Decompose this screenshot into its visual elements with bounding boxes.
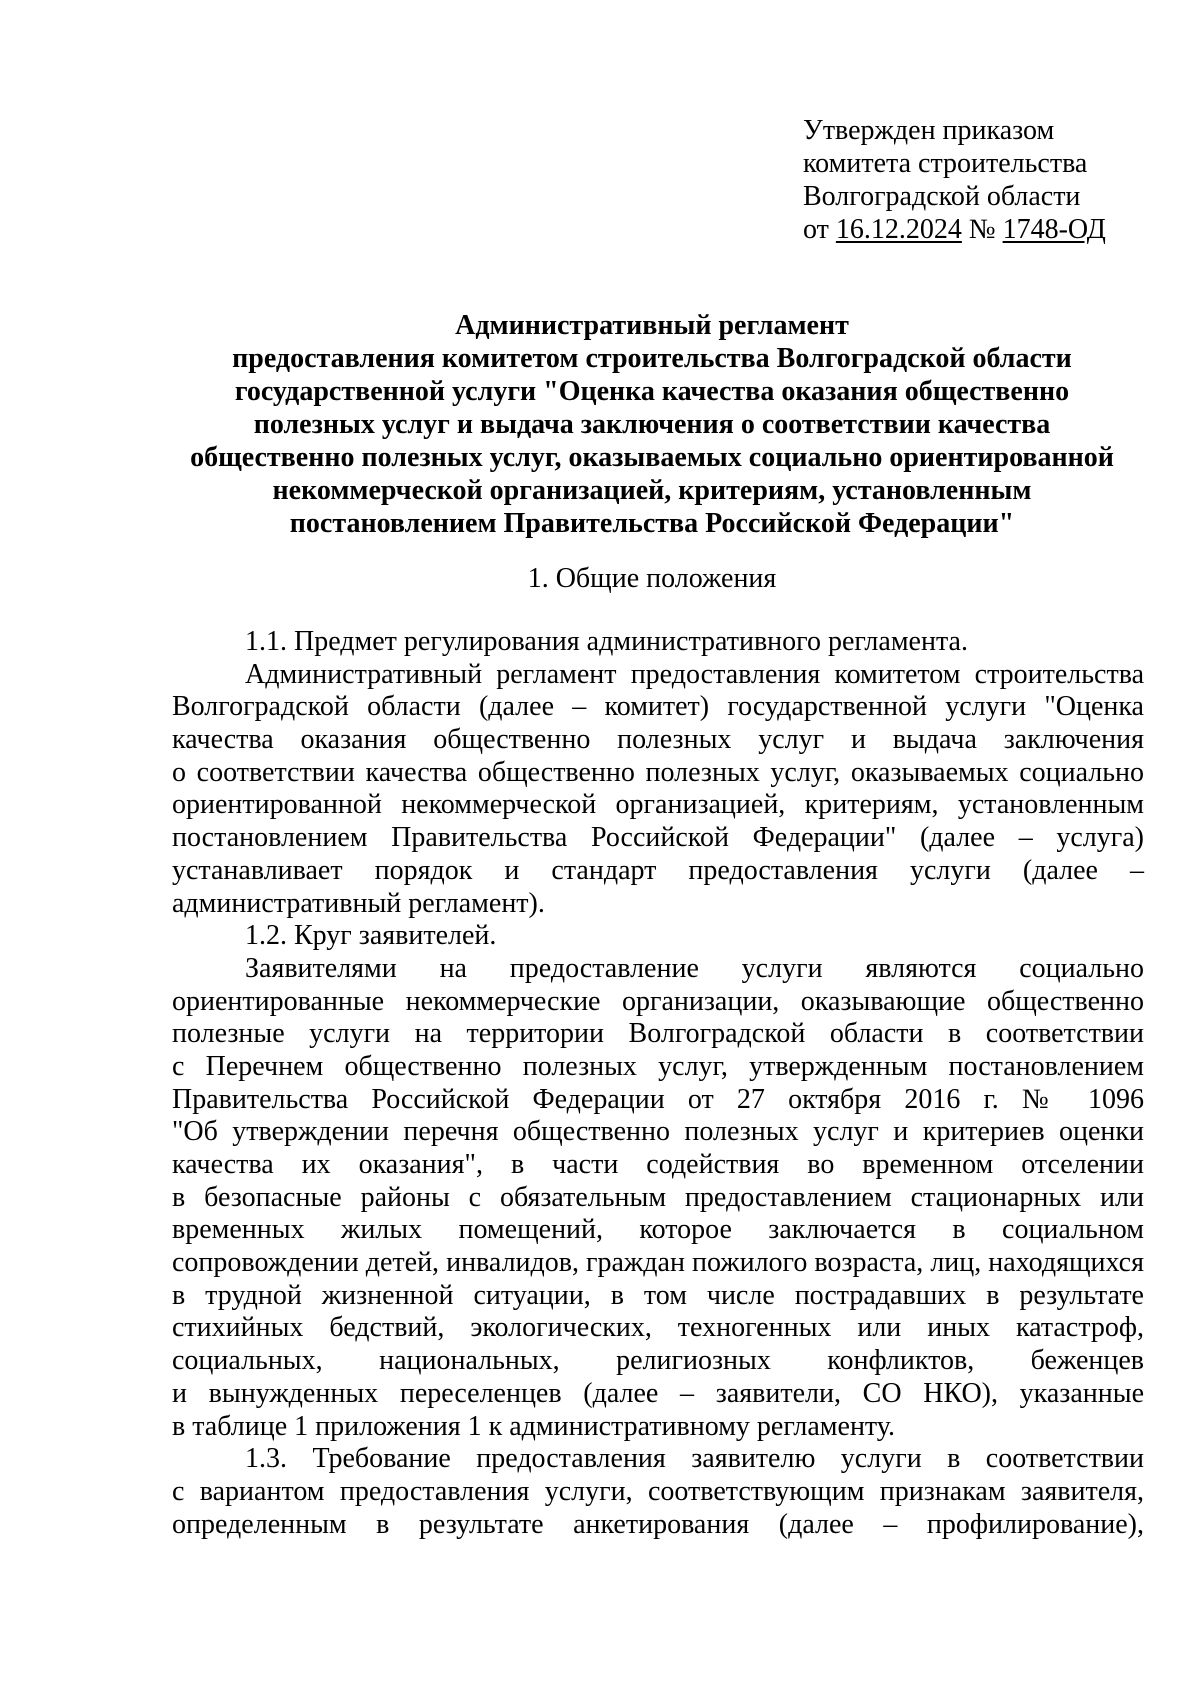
title-line: полезных услуг и выдача заключения о соответствии качества bbox=[253, 409, 1051, 440]
body-line: Волгоградской области (далее – комитет) государственной услуги "Оценка bbox=[172, 691, 1144, 723]
body-line: постановлением Правительства Российской Федерации" (далее – услуга) bbox=[172, 822, 1144, 854]
body-line: в таблице 1 приложения 1 к административному регламенту. bbox=[172, 1410, 895, 1442]
body-line: 1.3. Требование предоставления заявителю услуги в соответствии bbox=[245, 1443, 1144, 1475]
body-line: в трудной жизненной ситуации, в том числе пострадавших в результате bbox=[172, 1279, 1144, 1311]
body-line: 1.1. Предмет регулирования административного регламента. bbox=[245, 626, 968, 657]
body-line: о соответствии качества общественно полезных услуг, оказываемых социально bbox=[172, 756, 1144, 788]
body-line: административный регламент). bbox=[172, 887, 545, 919]
body-line: качества оказания общественно полезных услуг и выдача заключения bbox=[172, 724, 1144, 756]
body-line: временных жилых помещений, которое заключается в социальном bbox=[172, 1214, 1144, 1246]
document-title bbox=[170, 309, 1134, 540]
body-line: качества их оказания", в части содействия во временном отселении bbox=[172, 1149, 1144, 1180]
body-line: Административный регламент предоставления комитетом строительства bbox=[245, 658, 1144, 690]
approval-line-4 bbox=[803, 213, 1106, 246]
body-line: в безопасные районы с обязательным предоставлением стационарных или bbox=[172, 1181, 1144, 1213]
title-line: предоставления комитетом строительства Волгоградской области bbox=[232, 343, 1072, 374]
approval-date-prefix: от bbox=[803, 214, 836, 245]
approval-number-sign: № bbox=[961, 214, 1003, 245]
body-line: Заявителями на предоставление услуги являются социально bbox=[245, 952, 1144, 984]
body-line: 1.2. Круг заявителей. bbox=[245, 920, 497, 952]
body-line: полезные услуги на территории Волгоградской области в соответствии bbox=[172, 1018, 1144, 1050]
section-heading: 1. Общие положения bbox=[527, 563, 777, 594]
body-line: и вынужденных переселенцев (далее – заявители, СО НКО), указанные bbox=[172, 1377, 1144, 1409]
approval-line-2: комитета строительства bbox=[803, 148, 1088, 179]
body-line: "Об утверждении перечня общественно полезных услуг и критериев оценки bbox=[172, 1116, 1144, 1148]
title-line: общественно полезных услуг, оказываемых социально ориентированной bbox=[190, 442, 1114, 473]
body-line: стихийных бедствий, экологических, техногенных или иных катастроф, bbox=[172, 1312, 1144, 1344]
approval-date: 16.12.2024 bbox=[835, 214, 962, 245]
body-line: ориентированной некоммерческой организацией, критериям, установленным bbox=[172, 789, 1144, 821]
body-line: с вариантом предоставления услуги, соответствующим признакам заявителя, bbox=[172, 1475, 1144, 1507]
title-line: Административный регламент bbox=[455, 310, 849, 341]
title-line: постановлением Правительства Российской Федерации" bbox=[289, 508, 1015, 539]
body-line: сопровождении детей, инвалидов, граждан пожилого возраста, лиц, находящихся bbox=[172, 1247, 1144, 1279]
body-line: Правительства Российской Федерации от 27 октября 2016 г. № 1096 bbox=[172, 1083, 1144, 1115]
body-line: ориентированные некоммерческие организации, оказывающие общественно bbox=[172, 985, 1144, 1017]
body-line: социальных, национальных, религиозных конфликтов, беженцев bbox=[172, 1345, 1144, 1377]
document-body bbox=[172, 626, 1144, 1541]
approval-number: 1748-ОД bbox=[1002, 214, 1106, 245]
body-line: с Перечнем общественно полезных услуг, утвержденным постановлением bbox=[172, 1050, 1144, 1082]
approval-line-1: Утвержден приказом bbox=[803, 115, 1055, 146]
title-line: государственной услуги "Оценка качества оказания общественно bbox=[234, 376, 1070, 407]
title-line: некоммерческой организацией, критериям, установленным bbox=[272, 475, 1032, 506]
body-line: устанавливает порядок и стандарт предоставления услуги (далее – bbox=[172, 854, 1144, 886]
approval-stamp bbox=[803, 114, 1106, 246]
body-line: определенным в результате анкетирования (далее – профилирование), bbox=[172, 1508, 1144, 1540]
approval-line-3: Волгоградской области bbox=[803, 181, 1081, 212]
